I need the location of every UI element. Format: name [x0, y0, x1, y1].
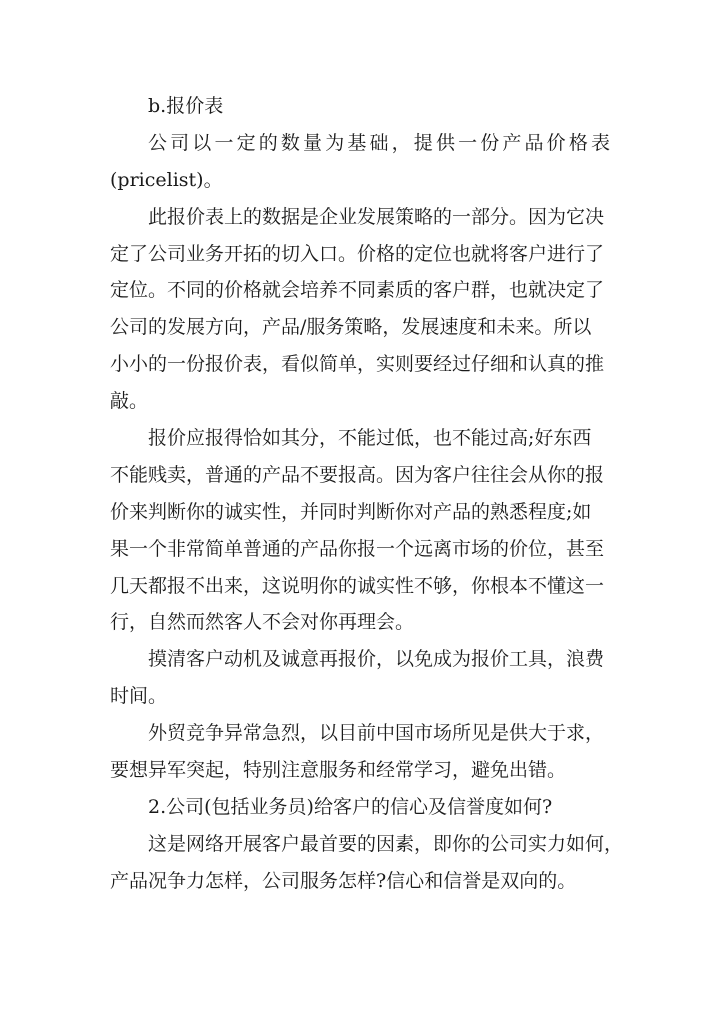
paragraph-line: 报价应报得恰如其分，不能过低，也不能过高;好东西 — [148, 427, 592, 450]
paragraph-5 — [110, 715, 610, 789]
paragraph-line: 果一个非常简单普通的产品你报一个远离市场的价位，甚至 — [110, 537, 605, 560]
paragraph-line: 此报价表上的数据是企业发展策略的一部分。因为它决 — [148, 205, 605, 228]
paragraph-line: 小小的一份报价表，看似简单，实则要经过仔细和认真的推 — [110, 353, 605, 376]
paragraph-4 — [110, 641, 610, 715]
paragraph-line: 定了公司业务开拓的切入口。价格的定位也就将客户进行了 — [110, 242, 605, 265]
paragraph-3 — [110, 420, 610, 641]
paragraph-6 — [110, 789, 610, 826]
paragraph-line: 公司的发展方向，产品/服务策略，发展速度和未来。所以 — [110, 316, 592, 339]
paragraph-2 — [110, 199, 610, 420]
section-heading: b.报价表 — [148, 95, 224, 117]
paragraph-line: 敲。 — [110, 390, 149, 413]
paragraph-line: 要想异军突起，特别注意服务和经常学习，避免出错。 — [110, 759, 567, 782]
paragraph-line: 产品况争力怎样，公司服务怎样?信心和信誉是双向的。 — [110, 869, 577, 892]
paragraph-1 — [110, 125, 610, 199]
paragraph-line: 时间。 — [110, 685, 168, 708]
document-body — [110, 88, 624, 900]
paragraph-line: 不能贱卖，普通的产品不要报高。因为客户往往会从你的报 — [110, 463, 605, 486]
paragraph-line: 这是网络开展客户最首要的因素，即你的公司实力如何， — [148, 832, 624, 855]
paragraph-line: (pricelist)。 — [110, 168, 223, 191]
paragraph-line: 行，自然而然客人不会对你再理会。 — [110, 611, 415, 634]
paragraph-line: 几天都报不出来，这说明你的诚实性不够，你根本不懂这一 — [110, 574, 605, 597]
paragraph-7 — [110, 826, 624, 900]
paragraph-line: 2.公司(包括业务员)给客户的信心及信誉度如何? — [148, 795, 553, 818]
paragraph-line: 外贸竞争异常急烈，以目前中国市场所见是供大于求， — [148, 722, 605, 745]
paragraph-line: 定位。不同的价格就会培养不同素质的客户群，也就决定了 — [110, 279, 605, 302]
paragraph-line: 公司以一定的数量为基础，提供一份产品价格表 — [148, 131, 610, 154]
paragraph-line: 摸清客户动机及诚意再报价，以免成为报价工具，浪费 — [148, 648, 605, 671]
paragraph-line: 价来判断你的诚实性，并同时判断你对产品的熟悉程度;如 — [110, 500, 592, 523]
